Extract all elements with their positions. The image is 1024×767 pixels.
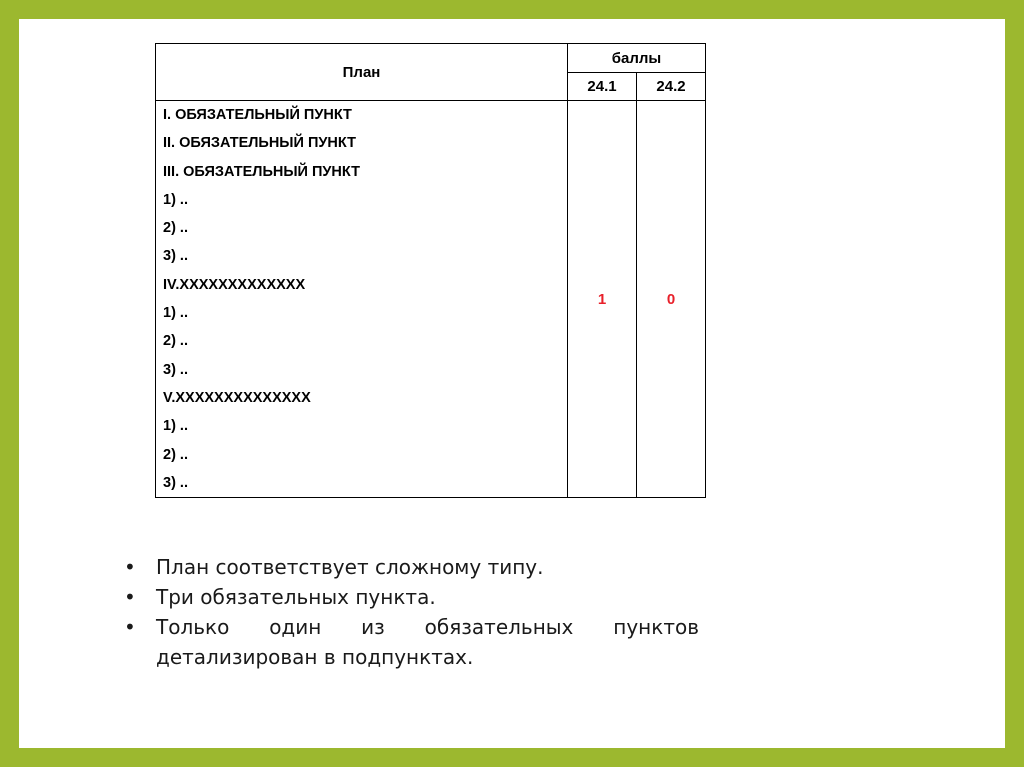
note-text: Три обязательных пункта. (156, 585, 436, 609)
header-points: баллы (568, 44, 706, 73)
header-col-24-2: 24.2 (637, 73, 706, 101)
plan-subitem: 3) .. (163, 474, 188, 491)
note-item (119, 582, 699, 612)
bullet-icon: • (124, 615, 136, 639)
plan-subitem: 1) .. (163, 418, 188, 435)
plan-subitem: 2) .. (163, 333, 188, 350)
plan-item: V.XXXXXXXXXXXXXX (163, 389, 311, 406)
note-text: План соответствует сложному типу. (156, 555, 544, 579)
plan-item: II. ОБЯЗАТЕЛЬНЫЙ ПУНКТ (163, 135, 356, 152)
header-col-24-1: 24.1 (568, 73, 637, 101)
plan-item: IV.XXXXXXXXXXXXX (163, 276, 306, 293)
bullet-icon: • (124, 555, 136, 579)
plan-items-cell (156, 101, 568, 498)
plan-item: III. ОБЯЗАТЕЛЬНЫЙ ПУНКТ (163, 163, 360, 180)
bullet-icon: • (124, 585, 136, 609)
plan-table (155, 43, 706, 498)
plan-subitem: 2) .. (163, 446, 188, 463)
score-24-2: 0 (637, 101, 706, 498)
plan-subitem: 1) .. (163, 191, 188, 208)
note-item (119, 612, 699, 672)
notes-list (119, 552, 699, 672)
note-text: Только один из обязательных пунктов детализирован в подпунктах. (156, 615, 699, 669)
plan-item: I. ОБЯЗАТЕЛЬНЫЙ ПУНКТ (163, 107, 352, 123)
header-plan: План (156, 44, 568, 101)
note-item (119, 552, 699, 582)
plan-subitem: 3) .. (163, 361, 188, 378)
slide (19, 19, 1005, 748)
plan-subitem: 3) .. (163, 248, 188, 265)
plan-subitem: 1) .. (163, 305, 188, 322)
plan-subitem: 2) .. (163, 220, 188, 237)
score-24-1: 1 (568, 101, 637, 498)
